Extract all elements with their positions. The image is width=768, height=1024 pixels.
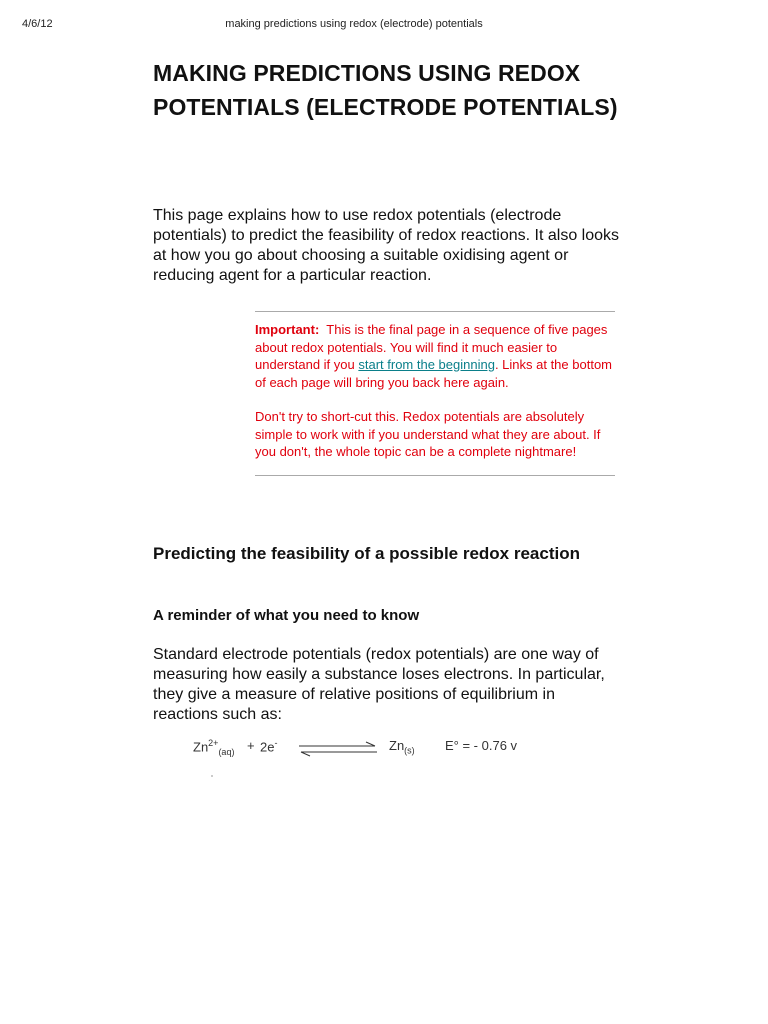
section-heading: Predicting the feasibility of a possible redox reaction	[153, 544, 580, 563]
main-content	[153, 56, 623, 723]
body-paragraph: Standard electrode potentials (redox potentials) are one way of measuring how easily a substance loses electrons. In particular, they give a measure of relative positions of equilibrium in reactions such as:	[153, 646, 605, 723]
equation-electrons: 2e-	[260, 738, 278, 755]
note-text-before-link: This is the final page in a sequence of five pages about redox potentials. You will find it much easier to understand if you	[255, 322, 608, 372]
equation-plus: +	[247, 738, 255, 753]
electrode-potential-value: E° = - 0.76 v	[445, 738, 518, 753]
intro-paragraph: This page explains how to use redox potentials (electrode potentials) to predict the feasibility of redox reactions. It also looks at how you go about choosing a suitable oxidising agent or reducing agent for a particular reaction.	[153, 207, 620, 284]
important-note-box	[255, 311, 615, 476]
print-date: 4/6/12	[22, 18, 53, 30]
important-note	[255, 321, 615, 391]
note-text-after-link: . Links at the bottom of each page will bring you back here again.	[255, 357, 613, 390]
equilibrium-arrows-icon	[297, 741, 379, 757]
important-label: Important:	[255, 322, 320, 337]
stray-dot	[211, 775, 213, 777]
sub-heading: A reminder of what you need to know	[153, 607, 420, 624]
print-page-title: making predictions using redox (electrode) potentials	[225, 18, 483, 30]
page-title: MAKING PREDICTIONS USING REDOX POTENTIALS (ELECTRODE POTENTIALS)	[153, 60, 618, 120]
zinc-half-equation	[193, 738, 553, 778]
equation-reactant: $Zn^{2+}_{(aq)}$	[193, 738, 235, 757]
warning-note: Don't try to short-cut this. Redox potentials are absolutely simple to work with if you understand what they are about. If you don't, the whole topic can be a complete nightmare!	[255, 409, 601, 459]
equation-product: $Zn_{(s)}$	[389, 738, 415, 756]
start-from-beginning-link[interactable]: start from the beginning	[358, 357, 495, 372]
print-header	[0, 18, 768, 34]
